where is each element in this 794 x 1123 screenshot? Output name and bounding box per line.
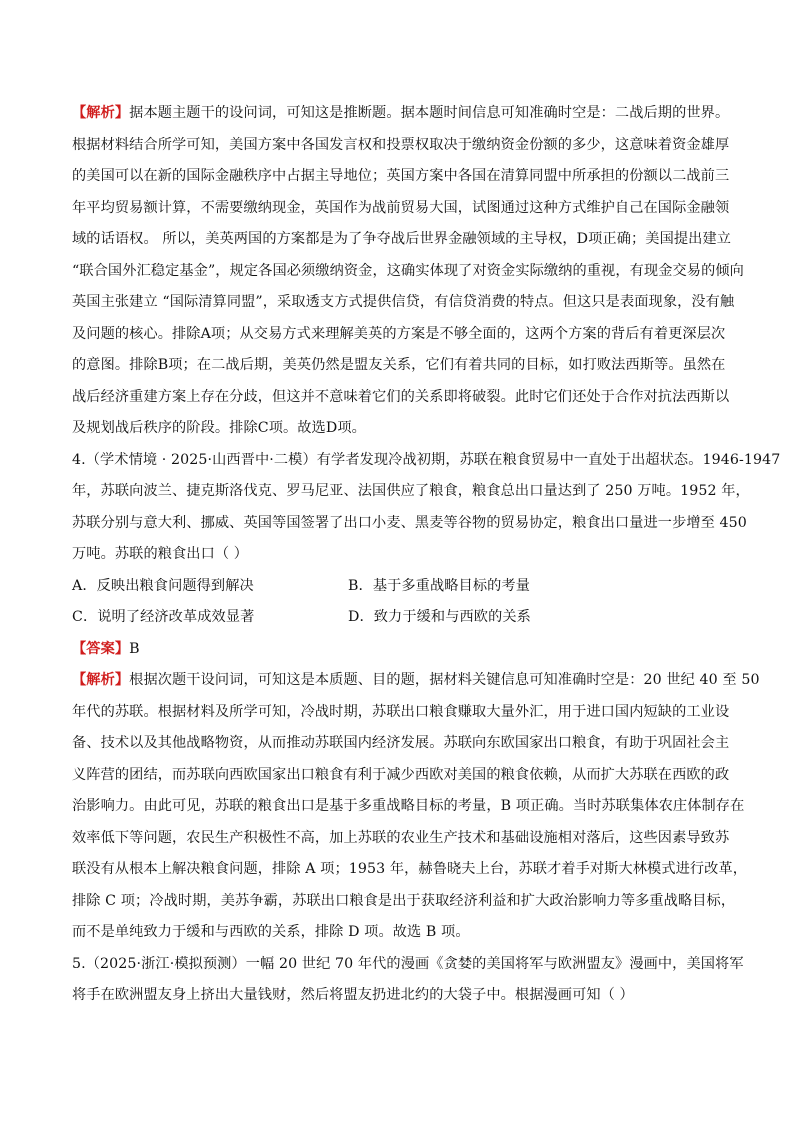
q3-analysis-line: 及问题的核心。排除A项；从交易方式来理解美英的方案是不够全面的，这两个方案的背后有着更深层次 [72,325,726,342]
q4-analysis-line: 而不是单纯致力于缓和与西欧的关系，排除 D 项。故选 B 项。 [72,924,470,940]
q3-analysis-line: 的美国可以在新的国际金融秩序中占据主导地位；英国方案中各国在清算同盟中所承担的份额以二战前三 [72,168,730,184]
q3-analysis-line: 的意图。排除B项；在二战后期，美英仍然是盟友关系，它们有着共同的目标，如打败法西斯等。虽然在 [72,357,726,373]
q4-options-row [72,571,732,603]
q3-analysis-line: 及规划战后秩序的阶段。排除C项。故选D项。 [72,420,366,436]
q3-analysis-line: 战后经济重建方案上存在分歧，但这并不意味着它们的关系即将破裂。此时它们还处于合作对抗法西斯以 [72,388,730,405]
q4-stem-line: 4.（学术情境 · 2025·山西晋中·二模）有学者发现冷战初期，苏联在粮食贸易中一直处于出超状态。1946-1947 [72,451,781,468]
q5-stem-line: 5.（2025·浙江·模拟预测）一幅 20 世纪 70 年代的漫画《贪婪的美国将军与欧洲盟友》漫画中，美国将军 [72,955,744,972]
q4-analysis-line: 义阵营的团结，而苏联向西欧国家出口粮食有利于减少西欧对美国的粮食依赖，从而扩大苏联在西欧的政 [72,766,730,783]
q3-analysis-line: 域的话语权。 所以，美英两国的方案都是为了争夺战后世界金融领域的主导权，D项正确；美国提出建立 [72,231,732,247]
q4-analysis-line: 年代的苏联。根据材料及所学可知，冷战时期，苏联出口粮食赚取大量外汇，用于进口国内短缺的工业设 [72,703,730,720]
q4-analysis-line: 效率低下等问题，农民生产积极性不高，加上苏联的农业生产技术和基础设施相对落后，这些因素导致苏 [72,829,730,846]
q4-stem-line: 万吨。苏联的粮食出口（ ） [72,546,249,562]
q3-analysis-line [72,98,732,130]
answer-value: B [129,640,140,657]
analysis-text: 根据次题干设问词，可知这是本质题、目的题，据材料关键信息可知准确时空是：20 世纪 40 至 50 [129,672,760,688]
q4-analysis-line: 联没有从根本上解决粮食问题，排除 A 项；1953 年，赫鲁晓夫上台，苏联才着手对斯大林模式进行改革， [72,861,748,877]
q4-stem-line: 年，苏联向波兰、捷克斯洛伐克、罗马尼亚、法国供应了粮食，粮食总出口量达到了 250 万吨。1952 年， [72,483,750,499]
analysis-text: 据本题主题干的设问词，可知这是推断题。据本题时间信息可知准确时空是：二战后期的世界。 [129,105,730,121]
analysis-tag: 【解析】 [72,105,130,121]
document-page [72,98,781,1012]
q4-stem-line: 苏联分别与意大利、挪威、英国等国签署了出口小麦、黑麦等谷物的贸易协定，粮食出口量进一步增至 450 [72,514,747,531]
q3-analysis-line: 英国主张建立 “国际清算同盟”，采取透支方式提供信贷，有信贷消费的特点。但这只是表面现象，没有触 [72,294,735,310]
q4-analysis-line: 备、技术以及其他战略物资，从而推动苏联国内经济发展。苏联向东欧国家出口粮食，有助于巩固社会主 [72,735,730,751]
q5-stem-line: 将手在欧洲盟友身上挤出大量钱财，然后将盟友扔进北约的大袋子中。根据漫画可知（ ） [72,987,634,1003]
q4-analysis-line [72,665,760,697]
q3-analysis-line: “联合国外汇稳定基金”，规定各国必须缴纳资金，这确实体现了对资金实际缴纳的重视，有现金交易的倾向 [72,262,744,279]
q4-answer [72,634,732,666]
analysis-tag: 【解析】 [72,672,130,688]
q4-analysis-line: 治影响力。由此可见，苏联的粮食出口是基于多重战略目标的考量，B 项正确。当时苏联集体农庄体制存在 [72,798,745,814]
option-a: A．反映出粮食问题得到解决 [72,577,254,594]
q3-analysis-line: 根据材料结合所学可知，美国方案中各国发言权和投票权取决于缴纳资金份额的多少，这意味着资金雄厚 [72,136,730,153]
option-b: B．基于多重战略目标的考量 [348,577,530,594]
answer-tag: 【答案】 [72,640,130,657]
q4-options-row [72,602,732,634]
q3-analysis-line: 年平均贸易额计算，不需要缴纳现金，英国作为战前贸易大国，试图通过这种方式维护自己在国际金融领 [72,199,730,216]
option-c: C．说明了经济改革成效显著 [72,609,255,625]
q4-analysis-line: 排除 C 项；冷战时期，美苏争霸，苏联出口粮食是出于获取经济利益和扩大政治影响力等多重战略目标， [72,892,736,909]
option-d: D．致力于缓和与西欧的关系 [348,609,531,625]
